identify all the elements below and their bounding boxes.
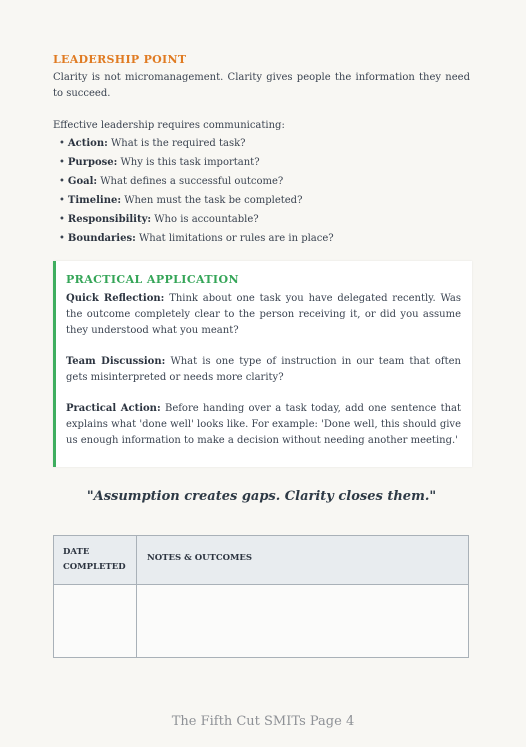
notes-table	[53, 535, 469, 658]
bullet-icon: •	[59, 214, 65, 225]
practical-application-heading: PRACTICAL APPLICATION	[66, 273, 239, 286]
leadership-intro: Clarity is not micromanagement. Clarity gives people the information they need to succeed.	[53, 72, 470, 99]
bullet-icon: •	[59, 233, 65, 244]
bullet-icon: •	[59, 138, 65, 149]
notes-outcomes-header: NOTES & OUTCOMES	[147, 553, 253, 563]
date-completed-header: DATE COMPLETED	[63, 547, 126, 572]
quick-reflection-paragraph: Quick Reflection: Think about one task you have delegated recently. Was the outcome completely clear to the person receiving it, or did you assume they understood what you meant?	[66, 293, 461, 336]
leadership-list	[59, 136, 334, 250]
column-divider	[136, 536, 137, 657]
list-item: • Goal: What defines a successful outcome?	[59, 176, 284, 187]
list-item: • Responsibility: Who is accountable?	[59, 214, 259, 225]
practical-action-paragraph: Practical Action: Before handing over a task today, add one sentence that explains what 'done well' looks like. For example: 'Done well, this should give us enough information to make a decision without needing another meeting.'	[66, 403, 462, 446]
bullet-icon: •	[59, 195, 65, 206]
leadership-lead-in: Effective leadership requires communicating:	[53, 120, 285, 131]
bullet-icon: •	[59, 157, 65, 168]
table-header	[54, 536, 468, 585]
list-item: • Action: What is the required task?	[59, 138, 246, 149]
list-item: • Timeline: When must the task be completed?	[59, 195, 303, 206]
leadership-point-heading: LEADERSHIP POINT	[53, 53, 187, 66]
list-item: • Boundaries: What limitations or rules are in place?	[59, 233, 334, 244]
practical-application-card	[53, 261, 472, 467]
list-item: • Purpose: Why is this task important?	[59, 157, 260, 168]
team-discussion-paragraph: Team Discussion: What is one type of instruction in our team that often gets misinterpreted or needs more clarity?	[66, 356, 461, 383]
pull-quote: "Assumption creates gaps. Clarity closes them."	[86, 489, 437, 504]
bullet-icon: •	[59, 176, 65, 187]
page-footer: The Fifth Cut SMITs Page 4	[171, 714, 355, 729]
